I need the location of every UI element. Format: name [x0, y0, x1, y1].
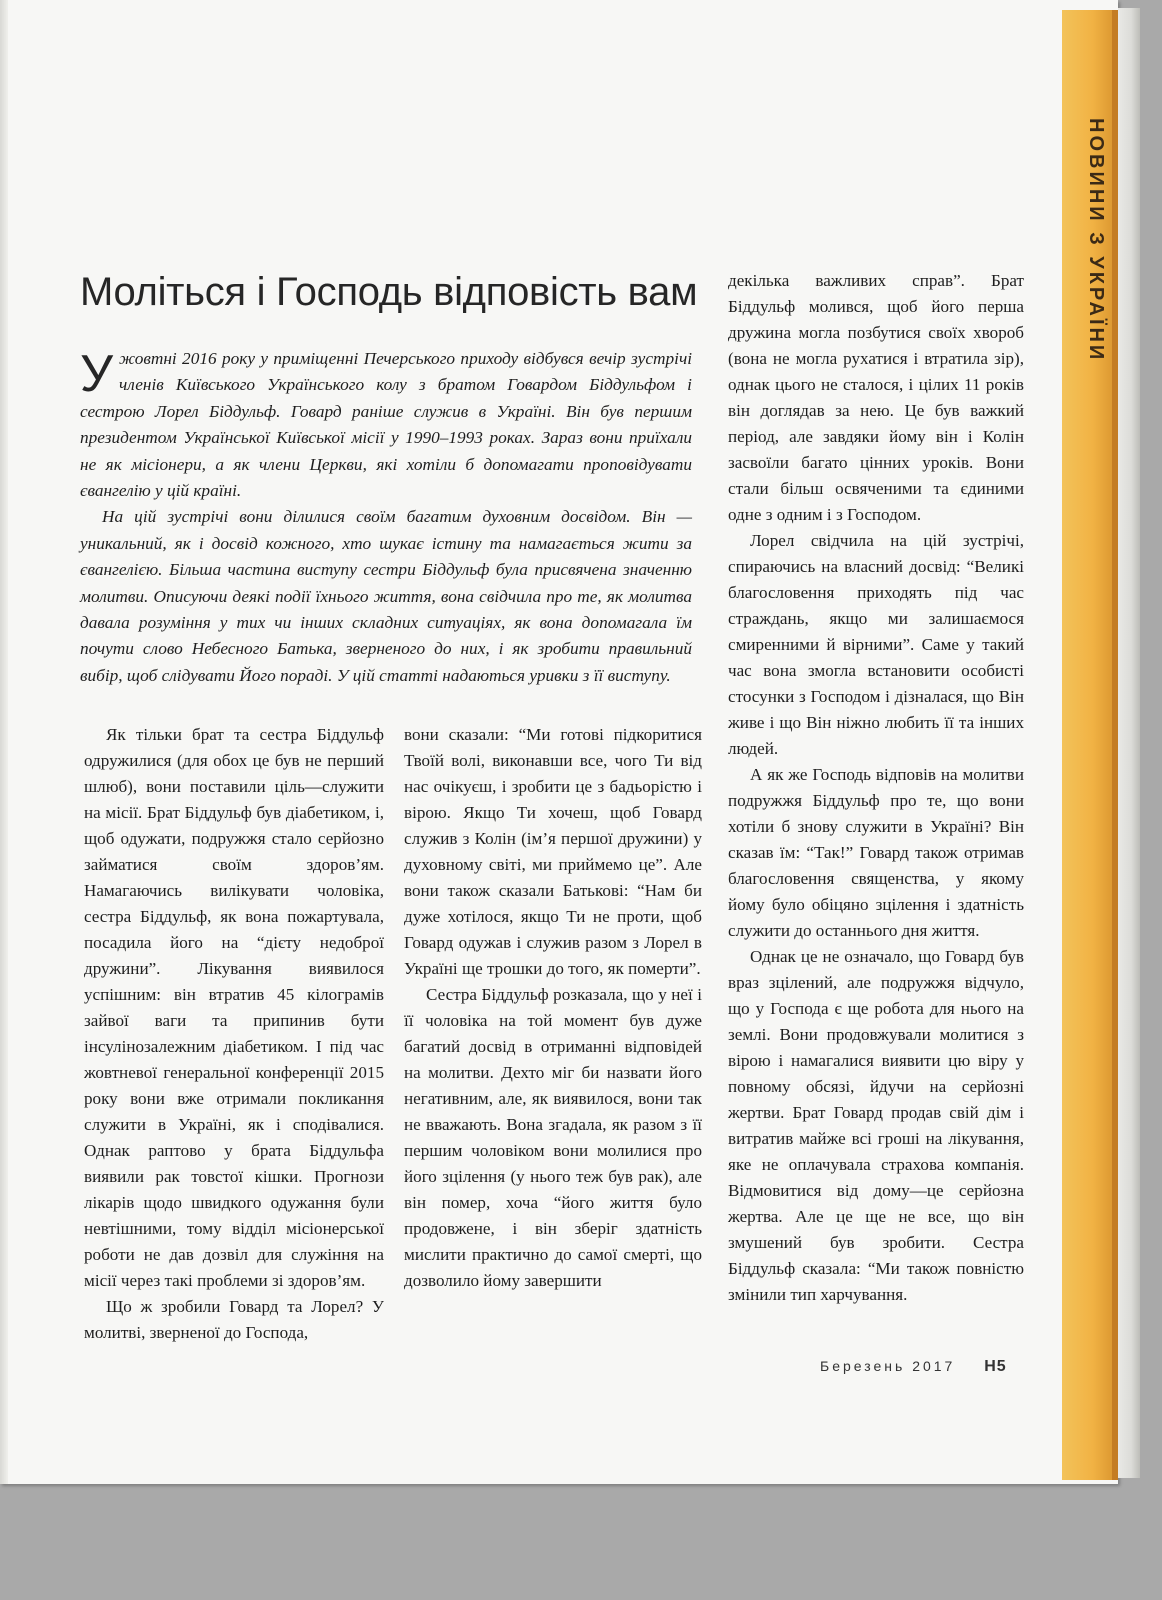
intro-paragraph-1: [80, 346, 692, 504]
article-intro: [80, 346, 692, 689]
body-column-2: [404, 722, 702, 1294]
body-paragraph: вони сказали: “Ми готові підкоритися Твоїй волі, виконавши все, чого Ти від нас очікуєш, і зробити це з бадьорістю і вірою. Якщо Ти хочеш, щоб Говард служив з Колін (ім’я першої дружини) у духовному світі, ми приймемо це”. Але вони також сказали Батькові: “Нам би дуже хотілося, якщо Ти не проти, щоб Говард одужав і служив разом з Лорел в Україні ще трошки до того, як померти”.: [404, 725, 702, 978]
page-number: H5: [984, 1358, 1007, 1375]
body-paragraph: А як же Господь відповів на молитви подружжя Біддульф про те, що вони хотіли б знову служити в Україні? Він сказав їм: “Так!” Говард також отримав благословення священства, у якому йому було обіцяно зцілення і здатність служити до останнього дня життя.: [728, 765, 1024, 940]
body-column-1: [84, 722, 384, 1346]
page-edge: [1118, 8, 1140, 1478]
body-paragraph: Як тільки брат та сестра Біддульф одружилися (для обох це був не перший шлюб), вони поставили ціль—служити на місії. Брат Біддульф був діабетиком, і, щоб одужати, подружжя стало серйозно займатися своїм здоров’ям. Намагаючись вилікувати чоловіка, сестра Біддульф, як вона пожартувала, посадила його на “дієту недоброї дружини”. Лікування виявилося успішним: він втратив 45 кілограмів зайвої ваги та припинив бути інсулінозалежним діабетиком. І під час жовтневої генеральної конференції 2015 року вони вже отримали покликання служити в Україні, як і сподівалися. Однак раптово у брата Біддульфа виявили рак товстої кішки. Прогнози лікарів щодо швидкого одужання були невтішними, тому відділ місіонерської роботи не дав дозвіл для служіння на місії через такі проблеми зі здоров’ям.: [84, 725, 384, 1290]
page-binding-edge: [0, 0, 8, 1484]
page-footer: [820, 1358, 1040, 1376]
section-label: НОВИНИ З УКРАЇНИ: [1085, 118, 1107, 363]
body-paragraph: Однак це не означало, що Говард був враз зцілений, але подружжя відчуло, що у Господа є ще робота для нього на землі. Вони продовжували молитися з вірою і намагалися виявити цю віру у повному обсязі, йдучи на серйозні жертви. Брат Говард продав свій дім і витратив майже всі гроші на лікування, яке не оплачувала страхова компанія. Відмовитися від дому—це серйозна жертва. Але це ще не все, що він змушений був зробити. Сестра Біддульф сказала: “Ми також повністю змінили тип харчування.: [728, 947, 1024, 1304]
issue-date: Березень 2017: [820, 1358, 956, 1374]
drop-cap: У: [80, 345, 114, 403]
body-paragraph: Лорел свідчила на цій зустрічі, спираючись на власний досвід: “Великі благословення приходять під час страждань, якщо ми залишаємося смиренними й вірними”. Саме у такий час вона змогла встановити особисті стосунки з Господом і дізналася, що Він живе і що Він ніжно любить її та інших людей.: [728, 531, 1024, 758]
body-paragraph: декілька важливих справ”. Брат Біддульф молився, щоб його перша дружина могла позбутися своїх хвороб (вона не могла рухатися і втратила зір), однак цього не сталося, і цілих 11 років він доглядав за нею. Це був важкий період, але завдяки йому він і Колін засвоїли багато цінних уроків. Вони стали більш освяченими та єдиними одне з одним і з Господом.: [728, 271, 1024, 524]
intro-paragraph-2: На цій зустрічі вони ділилися своїм багатим духовним досвідом. Він —уникальний, як і досвід кожного, хто шукає істину та намагається жити за євангелією. Більша частина виступу сестри Біддульф була присвячена значенню молитви. Описуючи деякі події їхнього життя, вона свідчила про те, як молитва давала розуміння у тих чи інших складних ситуаціях, як вона допомагала їм почути слово Небесного Батька, зверненого до них, і як зробити правильний вибір, щоб слідувати Його пораді. У цій статті надаються уривки з її виступу.: [80, 507, 692, 685]
intro-paragraph-1-text: жовтні 2016 року у приміщенні Печерського приходу відбувся вечір зустрічі членів Київського Українського колу з братом Говардом Біддульфом і сестрою Лорел Біддульф. Говард раніше служив в Україні. Він був першим президентом Української Київської місії у 1990–1993 роках. Зараз вони приїхали не як місіонери, а як члени Церкви, які хотіли б допомагати проповідувати євангелію у цій країні.: [80, 349, 692, 501]
body-paragraph: Сестра Біддульф розказала, що у неї і її чоловіка на той момент був дуже багатий досвід в отриманні відповідей на молитви. Дехто міг би назвати його негативним, але, як виявилося, вони так не вважають. Вона згадала, як разом з її першим чоловіком вони молилися про його зцілення (у нього теж був рак), але він помер, хоча “його життя було продовжене, і він зберіг здатність мислити практично до самої смерті, що дозволило йому завершити: [404, 985, 702, 1290]
article-title: Моліться і Господь відповість вам: [80, 270, 698, 314]
body-paragraph: Що ж зробили Говард та Лорел? У молитві, зверненої до Господа,: [84, 1297, 384, 1342]
body-column-3: [728, 268, 1024, 1308]
